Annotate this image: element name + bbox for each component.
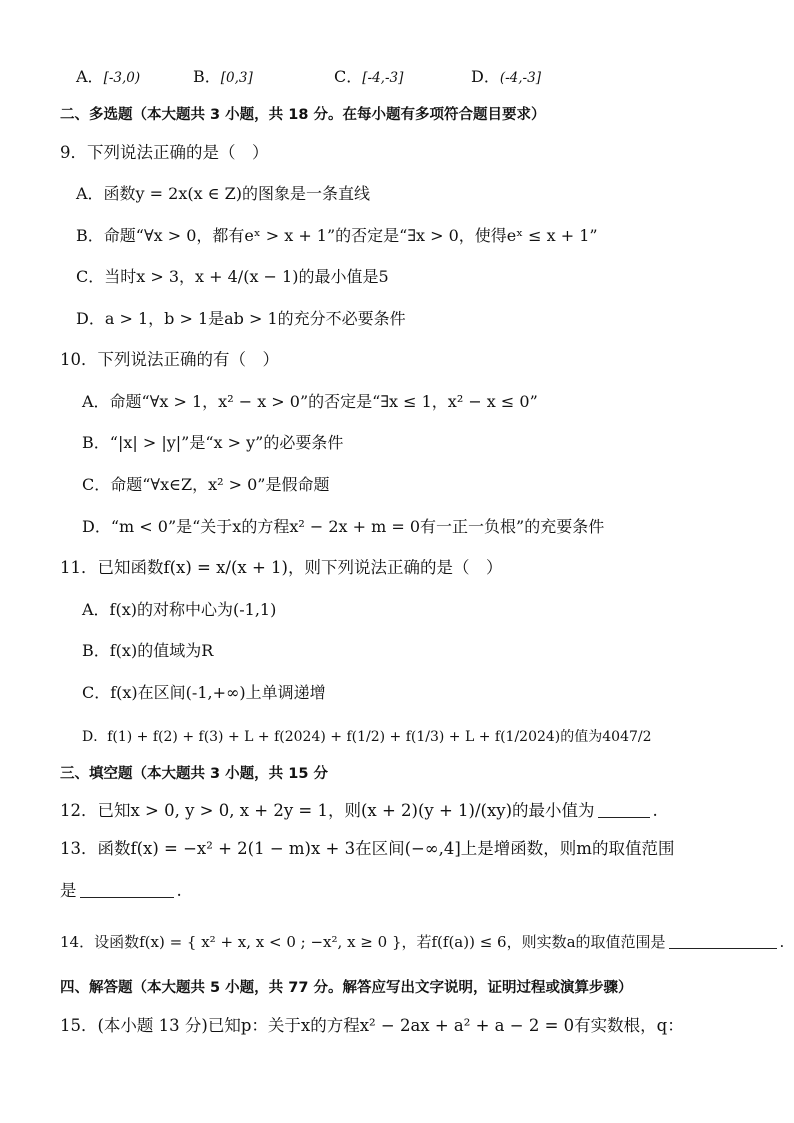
question-10-stem: 10．下列说法正确的有（ ） bbox=[60, 350, 279, 369]
question-15: 15．(本小题 13 分)已知p：关于x的方程x² − 2ax + a² + a − 2 = 0有实数根，q： bbox=[60, 1016, 684, 1035]
question-13-line-2 bbox=[60, 880, 182, 902]
section-heading-problem-solving: 四、解答题（本大题共 5 小题，共 77 分。解答应写出文字说明，证明过程或演算步骤） bbox=[60, 980, 633, 996]
question-11-option-a: A．f(x)的对称中心为(-1,1) bbox=[82, 600, 277, 619]
q8-option-b bbox=[193, 66, 253, 89]
question-9-option-d: D．a > 1，b > 1是ab > 1的充分不必要条件 bbox=[76, 309, 406, 328]
question-11-option-d: D．f(1) + f(2) + f(3) + L + f(2024) + f(1/2) + f(1/3) + L + f(1/2024)的值为4047/2 bbox=[82, 729, 652, 745]
question-12 bbox=[60, 800, 658, 822]
question-11-stem: 11．已知函数f(x) = x/(x + 1)，则下列说法正确的是（ ） bbox=[60, 558, 503, 577]
option-label: B． bbox=[193, 67, 221, 86]
section-heading-fill-in: 三、填空题（本大题共 3 小题，共 15 分 bbox=[60, 766, 328, 782]
period: . bbox=[652, 801, 658, 820]
section-heading-multiple-choice: 二、多选题（本大题共 3 小题，共 18 分。在每小题有多项符合题目要求） bbox=[60, 107, 546, 123]
period: . bbox=[176, 881, 182, 900]
q8-option-c bbox=[334, 66, 403, 89]
question-13-text: 是 bbox=[60, 881, 77, 900]
question-10-option-c: C．命题“∀x∈Z，x² > 0”是假命题 bbox=[82, 475, 330, 494]
option-value: [0,3] bbox=[220, 70, 253, 86]
question-12-text: 12．已知x > 0, y > 0, x + 2y = 1，则(x + 2)(y + 1)/(xy)的最小值为 bbox=[60, 801, 595, 820]
question-14 bbox=[60, 931, 784, 953]
answer-blank bbox=[669, 932, 777, 949]
question-9-stem: 9．下列说法正确的是（ ） bbox=[60, 143, 269, 162]
option-label: A． bbox=[76, 67, 104, 86]
answer-blank bbox=[598, 801, 650, 818]
question-9-option-b: B．命题“∀x > 0，都有eˣ > x + 1”的否定是“∃x > 0，使得eˣ ≤ x + 1” bbox=[76, 226, 598, 245]
question-9-option-c: C．当时x > 3，x + 4/(x − 1)的最小值是5 bbox=[76, 267, 389, 286]
option-value: (-4,-3] bbox=[499, 70, 541, 86]
period: . bbox=[779, 933, 785, 951]
option-value: [-3,0) bbox=[103, 70, 141, 86]
question-10-option-b: B．“|x| > |y|”是“x > y”的必要条件 bbox=[82, 433, 344, 452]
option-label: C． bbox=[334, 67, 363, 86]
question-14-text: 14．设函数f(x) = { x² + x, x < 0 ; −x², x ≥ 0 }，若f(f(a)) ≤ 6，则实数a的取值范围是 bbox=[60, 933, 666, 951]
question-10-option-d: D．“m < 0”是“关于x的方程x² − 2x + m = 0有一正一负根”的充要条件 bbox=[82, 517, 605, 536]
option-value: [-4,-3] bbox=[362, 70, 404, 86]
q8-option-a bbox=[76, 66, 140, 89]
question-13-line-1: 13．函数f(x) = −x² + 2(1 − m)x + 3在区间(−∞,4]上是增函数，则m的取值范围 bbox=[60, 839, 675, 858]
question-11-option-b: B．f(x)的值域为R bbox=[82, 641, 214, 660]
question-11-option-c: C．f(x)在区间(-1,+∞)上单调递增 bbox=[82, 683, 326, 702]
answer-blank bbox=[80, 881, 174, 898]
question-9-option-a: A．函数y = 2x(x ∈ Z)的图象是一条直线 bbox=[76, 184, 371, 203]
option-label: D． bbox=[471, 67, 500, 86]
q8-option-d bbox=[471, 66, 541, 89]
question-10-option-a: A．命题“∀x > 1，x² − x > 0”的否定是“∃x ≤ 1，x² − x ≤ 0” bbox=[82, 392, 538, 411]
